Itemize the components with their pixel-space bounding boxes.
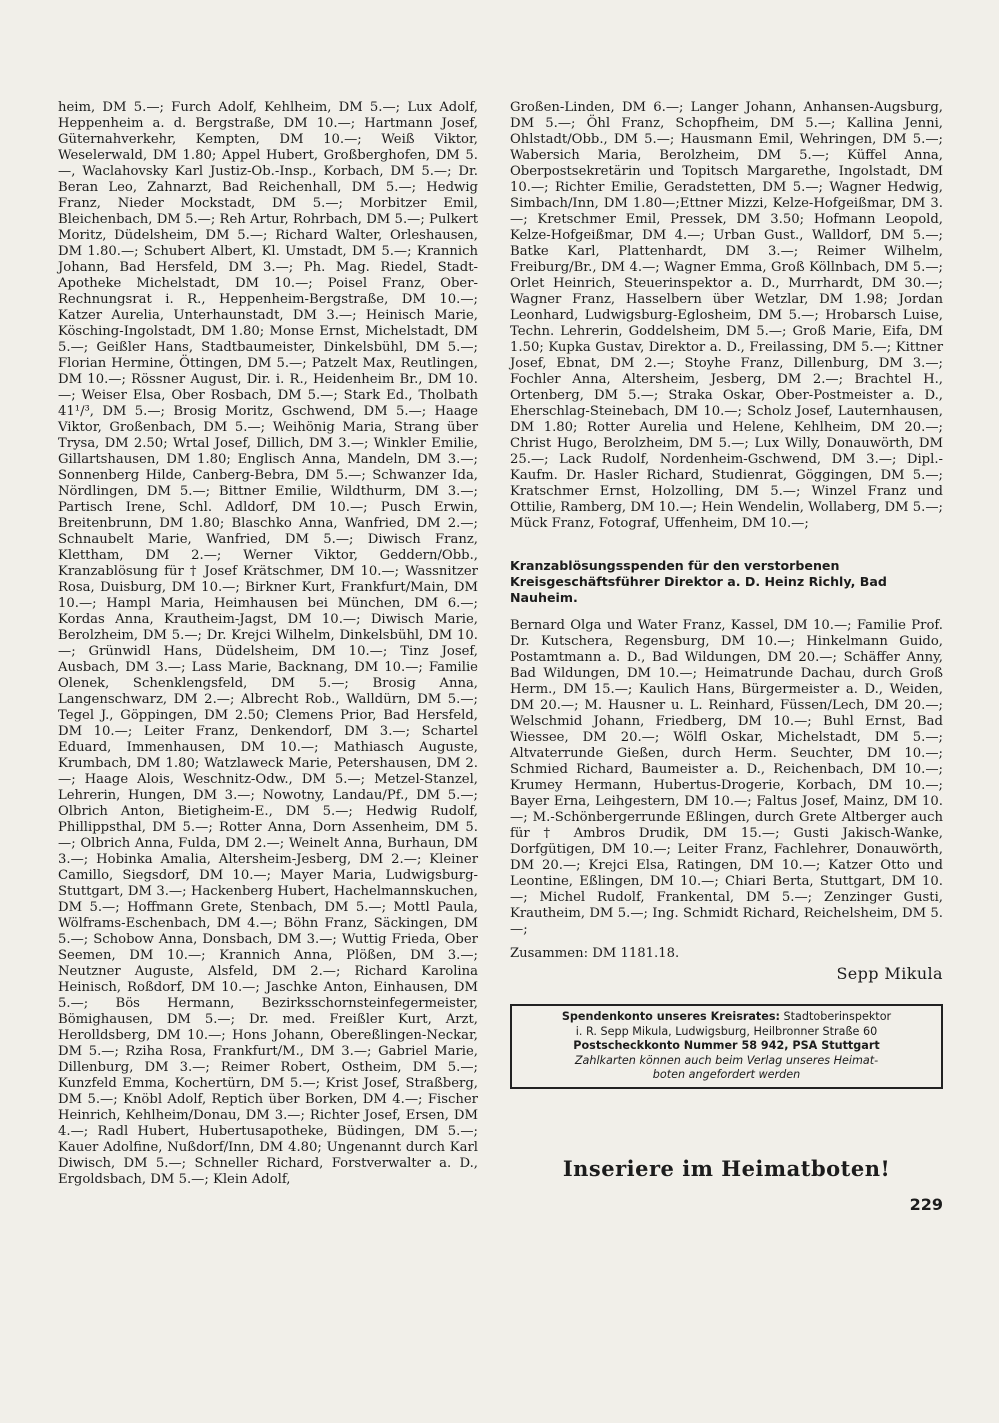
wreath-donations-list: Bernard Olga und Water Franz, Kassel, DM 10.—; Familie Prof. Dr. Kutschera, Regensburg, DM 10.—; Hinkelmann Guido, Postamtmann a. D., Bad Wildungen, DM 20.—; Schäffer Anny, Bad Wildungen, DM 10.—; Heimatrunde Dachau, durch Groß Herm., DM 15.—; Kaulich Hans, Bürgermeister a. D., Weiden, DM 20.—; M. Hausner u. L. Reinhard, Füssen/Lech, DM 20.—; Welschmid Johann, Friedberg, DM 10.—; Buhl Ernst, Bad Wiessee, DM 20.—; Wölfl Oskar, Michelstadt, DM 5.—; Altvaterrunde Gießen, durch Herm. Seuchter, DM 10.—; Schmied Richard, Baumeister a. D., Reichenbach, DM 10.—; Krumey Hermann, Hubertus-Drogerie, Korbach, DM 10.—; Bayer Erna, Leihgestern, DM 10.—; Faltus Josef, Mainz, DM 10.—; M.-Schönbergerrunde Eßlingen, durch Grete Altberger auch für † Ambros Drudik, DM 15.—; Gusti Jakisch-Wanke, Dorfgütigen, DM 10.—; Leiter Franz, Fachlehrer, Donauwörth, DM 20.—; Krejci Elsa, Ratingen, DM 10.—; Katzer Otto und Leontine, Eßlingen, DM 10.—; Chiari Berta, Stuttgart, DM 10.—; Michel Rudolf, Frankental, DM 5.—; Zenzinger Gusti, Krautheim, DM 5.—; Ing. Schmidt Richard, Reichelsheim, DM 5.—; bbox=[510, 618, 943, 937]
box-bold-prefix: Spendenkonto unseres Kreisrates: bbox=[561, 1010, 780, 1023]
box-line-3 bbox=[518, 1039, 935, 1054]
page-number: 229 bbox=[909, 1194, 943, 1214]
section-divider bbox=[510, 532, 943, 558]
box-line-5: boten angefordert werden bbox=[652, 1068, 801, 1081]
section-heading: Kranzablösungsspenden für den verstorbenen Kreisgeschäftsführer Direktor a. D. Heinz Richly, Bad Nauheim. bbox=[510, 558, 887, 605]
box-line-1 bbox=[518, 1010, 935, 1025]
box-line-1-rest: Stadtoberinspektor bbox=[780, 1010, 892, 1023]
total-sum: Zusammen: DM 1181.18. bbox=[510, 946, 680, 961]
signature: Sepp Mikula bbox=[836, 964, 943, 983]
box-line-2: i. R. Sepp Mikula, Ludwigsburg, Heilbronner Straße 60 bbox=[575, 1024, 878, 1038]
donor-list-left: heim, DM 5.—; Furch Adolf, Kehlheim, DM 5.—; Lux Adolf, Heppenheim a. d. Bergstraße, DM 10.—; Hartmann Josef, Güternahverkehr, Kempten, DM 10.—; Weiß Viktor, Weselerwald, DM 1.80; Appel Hubert, Großberghofen, DM 5.—, Waclahovsky Karl Justiz-Ob.-Insp., Korbach, DM 5.—; Dr. Beran Leo, Zahnarzt, Bad Reichenhall, DM 5.—; Hedwig Franz, Nieder Mockstadt, DM 5.—; Morbitzer Emil, Bleichenbach, DM 5.—; Reh Artur, Rohrbach, DM 5.—; Pulkert Moritz, Düdelsheim, DM 5.—; Richard Walter, Orleshausen, DM 1.80.—; Schubert Albert, Kl. Umstadt, DM 5.—; Krannich Johann, Bad Hersfeld, DM 3.—; Ph. Mag. Riedel, Stadt-Apotheke Michelstadt, DM 10.—; Poisel Franz, Ober-Rechnungsrat i. R., Heppenheim-Bergstraße, DM 10.—; Katzer Aurelia, Unterhaunstadt, DM 3.—; Heinisch Marie, Kösching-Ingolstadt, DM 1.80; Monse Ernst, Michelstadt, DM 5.—; Geißler Hans, Stadtbaumeister, Dinkelsbühl, DM 5.—; Florian Hermine, Öttingen, DM 5.—; Patzelt Max, Reutlingen, DM 10.—; Rössner August, Dir. i. R., Heidenheim Br., DM 10.—; Weiser Elsa, Ober Rosbach, DM 5.—; Stark Ed., Tholbath 41¹/³, DM 5.—; Brosig Moritz, Gschwend, DM 5.—; Haage Viktor, Großenbach, DM 5.—; Weihönig Maria, Strang über Trysa, DM 2.50; Wrtal Josef, Dillich, DM 3.—; Winkler Emilie, Gillartshausen, DM 1.80; Englisch Anna, Mandeln, DM 3.—; Sonnenberg Hilde, Canberg-Bebra, DM 5.—; Schwanzer Ida, Nördlingen, DM 5.—; Bittner Emilie, Wildthurm, DM 3.—; Partisch Irene, Schl. Adldorf, DM 10.—; Pusch Erwin, Breitenbrunn, DM 1.80; Blaschko Anna, Wanfried, DM 2.—; Schnaubelt Marie, Wanfried, DM 5.—; Diwisch Franz, Klettham, DM 2.—; Werner Viktor, Geddern/Obb., Kranzablösung für † Josef Krätschmer, DM 10.—; Wassnitzer Rosa, Duisburg, DM 10.—; Birkner Kurt, Frankfurt/Main, DM 10.—; Hampl Maria, Heimhausen bei München, DM 6.—; Kordas Anna, Krautheim-Jagst, DM 10.—; Diwisch Marie, Berolzheim, DM 5.—; Dr. Krejci Wilhelm, Dinkelsbühl, DM 10.—; Grünwidl Hans, Düdelsheim, DM 10.—; Tinz Josef, Ausbach, DM 3.—; Lass Marie, Backnang, DM 10.—; Familie Olenek, Schenklengsfeld, DM 5.—; Brosig Anna, Langenschwarz, DM 2.—; Albrecht Rob., Walldürn, DM 5.—; Tegel J., Göppingen, DM 2.50; Clemens Prior, Bad Hersfeld, DM 10.—; Leiter Franz, Denkendorf, DM 3.—; Schartel Eduard, Immenhausen, DM 10.—; Mathiasch Auguste, Krumbach, DM 1.80; Watzlaweck Marie, Petershausen, DM 2.—; Haage Alois, Weschnitz-Odw., DM 5.—; Metzel-Stanzel, Lehrerin, Hungen, DM 3.—; Nowotny, Landau/Pf., DM 5.—; Olbrich Anton, Bietigheim-E., DM 5.—; Hedwig Rudolf, Phillippsthal, DM 5.—; Rotter Anna, Dorn Assenheim, DM 5.—; Olbrich Anna, Fulda, DM 2.—; Weinelt Anna, Burhaun, DM 3.—; Hobinka Amalia, Altersheim-Jesberg, DM 2.—; Kleiner Camillo, Siegsdorf, DM 10.—; Mayer Maria, Ludwigsburg-Stuttgart, DM 3.—; Hackenberg Hubert, Hachelmannskuchen, DM 5.—; Hoffmann Grete, Stenbach, DM 5.—; Mottl Paula, Wölframs-Eschenbach, DM 4.—; Böhn Franz, Säckingen, DM 5.—; Schobow Anna, Donsbach, DM 3.—; Wuttig Frieda, Ober Seemen, DM 10.—; Krannich Anna, Plößen, DM 3.—; Neutzner Auguste, Alsfeld, DM 2.—; Richard Karolina Heinisch, Roßdorf, DM 10.—; Jaschke Anton, Einhausen, DM 5.—; Bös Hermann, Bezirksschornsteinfegermeister, Bömighausen, DM 5.—; Dr. med. Freißler Kurt, Arzt, Herolldsberg, DM 10.—; Hons Johann, Obereßlingen-Neckar, DM 5.—; Rziha Rosa, Frankfurt/M., DM 3.—; Gabriel Marie, Dillenburg, DM 3.—; Reimer Robert, Ostheim, DM 5.—; Kunzfeld Emma, Kochertürn, DM 5.—; Krist Josef, Straßberg, DM 5.—; Knöbl Adolf, Reptich über Borken, DM 4.—; Fischer Heinrich, Kehlheim/Donau, DM 3.—; Richter Josef, Ersen, DM 4.—; Radl Hubert, Hubertusapotheke, Büdingen, DM 5.—; Kauer Adolfine, Nußdorf/Inn, DM 4.80; Ungenannt durch Karl Diwisch, DM 5.—; Schneller Richard, Forstverwalter a. D., Ergoldsbach, DM 5.—; Klein Adolf, bbox=[58, 100, 478, 1187]
postal-account: Postscheckkonto Nummer 58 942, PSA Stuttgart bbox=[573, 1039, 880, 1052]
right-column bbox=[510, 100, 943, 1213]
advert-headline: Inseriere im Heimatboten! bbox=[562, 1155, 891, 1181]
left-column bbox=[58, 100, 478, 1188]
donation-account-box bbox=[510, 1004, 943, 1089]
box-line-4: Zahlkarten können auch beim Verlag unseres Heimat- bbox=[574, 1053, 879, 1067]
donor-list-right: Großen-Linden, DM 6.—; Langer Johann, Anhansen-Augsburg, DM 5.—; Öhl Franz, Schopfheim, DM 5.—; Kallina Jenni, Ohlstadt/Obb., DM 5.—; Hausmann Emil, Wehringen, DM 5.—; Wabersich Maria, Berolzheim, DM 5.—; Küffel Anna, Oberpostsekretärin und Topitsch Margarethe, Ingolstadt, DM 10.—; Richter Emilie, Geradstetten, DM 5.—; Wagner Hedwig, Simbach/Inn, DM 1.80—;Ettner Mizzi, Kelze-Hofgeißmar, DM 3.—; Kretschmer Emil, Pressek, DM 3.50; Hofmann Leopold, Kelze-Hofgeißmar, DM 4.—; Urban Gust., Walldorf, DM 5.—; Batke Karl, Plattenhardt, DM 3.—; Reimer Wilhelm, Freiburg/Br., DM 4.—; Wagner Emma, Groß Köllnbach, DM 5.—; Orlet Heinrich, Steuerinspektor a. D., Murrhardt, DM 30.—; Wagner Franz, Hasselbern über Wetzlar, DM 1.98; Jordan Leonhard, Ludwigsburg-Eglosheim, DM 5.—; Hrobarsch Luise, Techn. Lehrerin, Goddelsheim, DM 5.—; Groß Marie, Eifa, DM 1.50; Kupka Gustav, Direktor a. D., Freilassing, DM 5.—; Kittner Josef, Ebnat, DM 2.—; Stoyhe Franz, Dillenburg, DM 3.—; Fochler Anna, Altersheim, Jesberg, DM 2.—; Brachtel H., Ortenberg, DM 5.—; Straka Oskar, Ober-Postmeister a. D., Eherschlag-Steinebach, DM 10.—; Scholz Josef, Lauternhausen, DM 1.80; Rotter Aurelia und Helene, Kehlheim, DM 20.—; Christ Hugo, Berolzheim, DM 5.—; Lux Willy, Donauwörth, DM 25.—; Lack Rudolf, Nordenheim-Gschwend, DM 3.—; Dipl.-Kaufm. Dr. Hasler Richard, Studienrat, Göggingen, DM 5.—; Kratschmer Ernst, Holzolling, DM 5.—; Winzel Franz und Ottilie, Ramberg, DM 10.—; Hein Wendelin, Wollaberg, DM 5.—; Mück Franz, Fotograf, Uffenheim, DM 10.—; bbox=[510, 100, 943, 531]
